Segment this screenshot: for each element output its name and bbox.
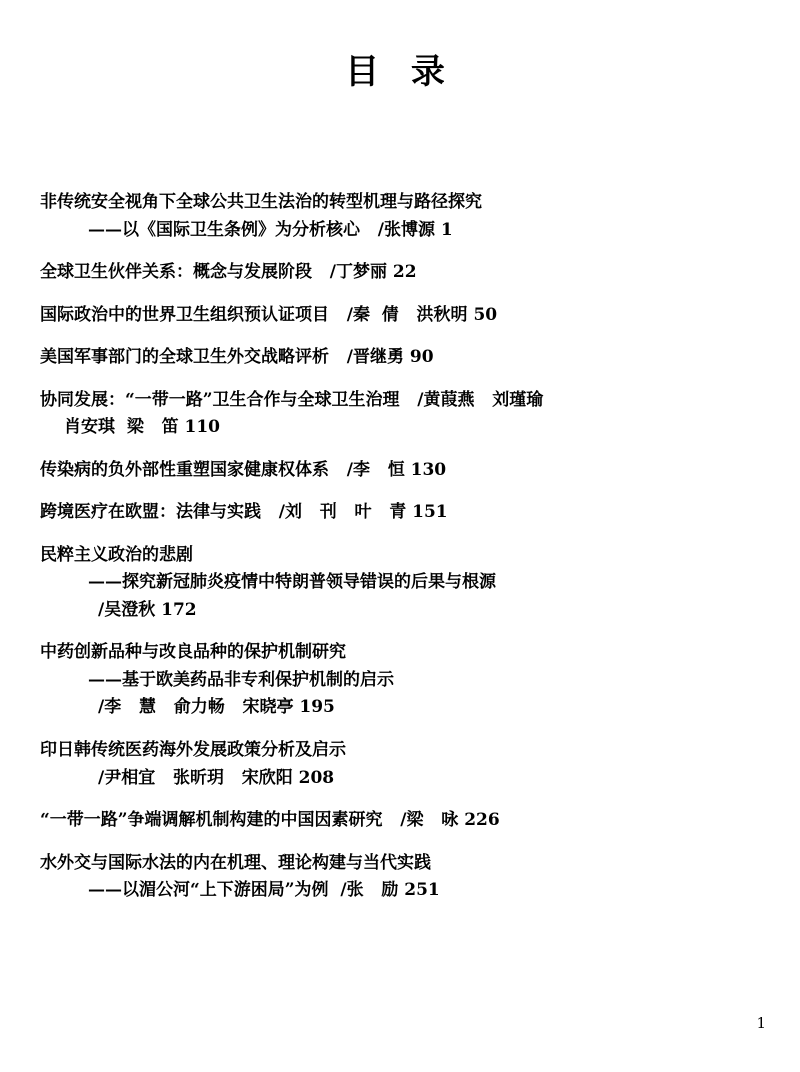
toc-entry-line: 传染病的负外部性重塑国家健康权体系 /李 恒 130 [40,459,447,480]
toc-entry-line: ——探究新冠肺炎疫情中特朗普领导错误的后果与根源 [88,572,496,593]
toc-entry-line: 非传统安全视角下全球公共卫生法治的转型机理与路径探究 [40,192,482,212]
toc-page [0,44,800,1072]
toc-entry[interactable] [40,189,752,244]
toc-entry-line: 印日韩传统医药海外发展政策分析及启示 [40,739,346,760]
toc-entry-line: ——基于欧美药品非专利保护机制的启示 [88,669,394,690]
toc-entry[interactable] [40,259,752,287]
toc-entry-line: 国际政治中的世界卫生组织预认证项目 /秦 倩 洪秋明 50 [40,304,498,325]
toc-entry-line: 跨境医疗在欧盟：法律与实践 /刘 刊 叶 青 151 [40,502,448,523]
toc-entry-list [0,189,800,905]
toc-entry[interactable] [40,302,752,330]
toc-entry[interactable] [40,344,752,372]
toc-entry-line: /吴澄秋 172 [98,599,197,620]
toc-entry-line: 协同发展：“一带一路”卫生合作与全球卫生治理 /黄葭燕 刘瑾瑜 [40,389,544,410]
toc-entry-line: 美国军事部门的全球卫生外交战略评析 /晋继勇 90 [40,347,434,368]
page-title: 目 录 [345,52,455,92]
toc-entry-line: “一带一路”争端调解机制构建的中国因素研究 /梁 咏 226 [40,810,500,831]
toc-entry-line: 水外交与国际水法的内在机理、理论构建与当代实践 [40,852,431,873]
toc-entry[interactable] [40,387,752,442]
toc-entry-line: ——以《国际卫生条例》为分析核心 /张博源 1 [88,219,453,240]
toc-entry-line: ——以湄公河“上下游困局”为例 /张 励 251 [88,880,440,901]
toc-entry[interactable] [40,542,752,625]
toc-entry-line: 肖安琪 梁 笛 110 [64,417,220,438]
toc-entry-line: 中药创新品种与改良品种的保护机制研究 [40,642,346,663]
toc-entry-line: /尹相宜 张昕玥 宋欣阳 208 [98,767,335,788]
toc-entry-line: 全球卫生伙伴关系：概念与发展阶段 /丁梦丽 22 [40,262,417,283]
toc-entry[interactable] [40,737,752,792]
page-number: 1 [756,1014,766,1032]
toc-entry[interactable] [40,807,752,835]
toc-entry[interactable] [40,639,752,722]
toc-entry-line: /李 慧 俞力畅 宋晓亭 195 [98,697,335,718]
toc-entry[interactable] [40,499,752,527]
toc-entry-line: 民粹主义政治的悲剧 [40,544,193,565]
toc-entry[interactable] [40,850,752,905]
toc-entry[interactable] [40,457,752,485]
